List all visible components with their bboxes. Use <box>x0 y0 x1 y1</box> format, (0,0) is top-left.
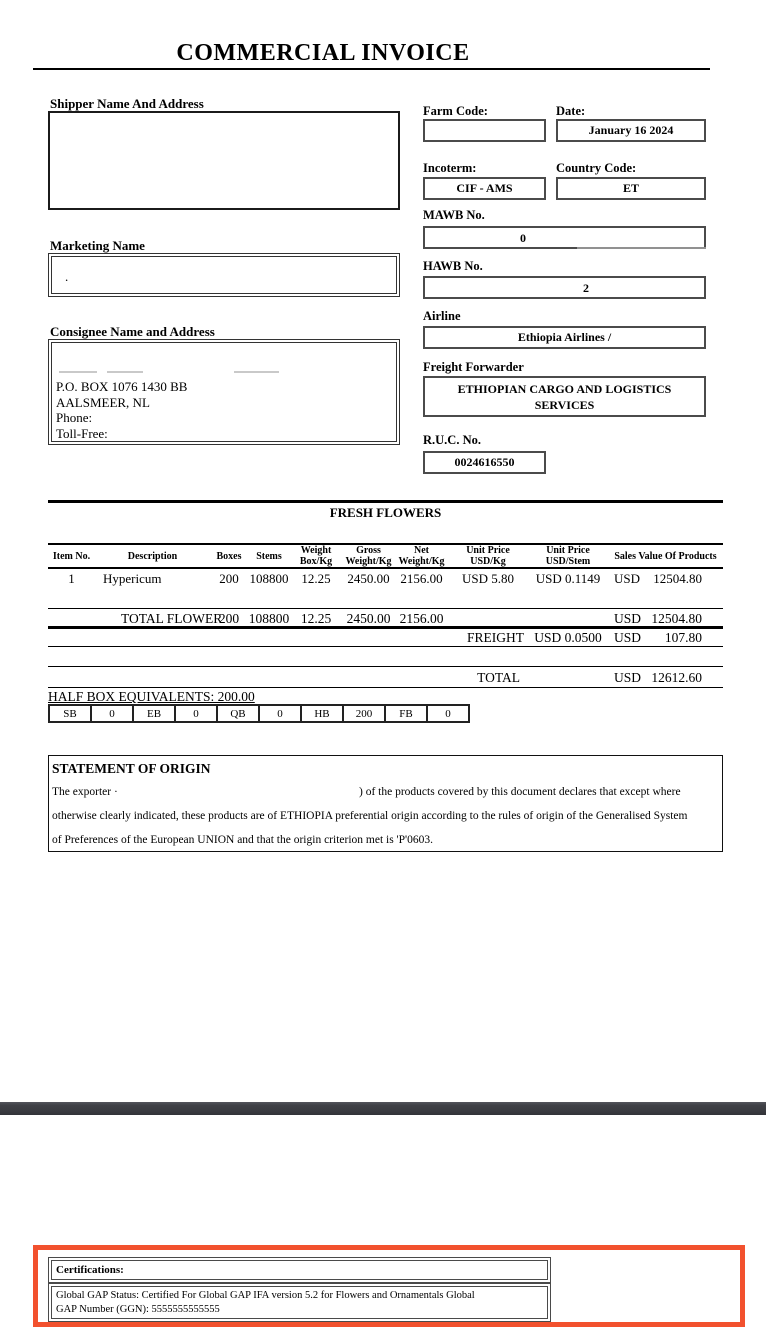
freight-label: FREIGHT <box>467 630 524 645</box>
cell-empty <box>248 630 290 646</box>
shipper-address-box <box>48 111 400 210</box>
cell-empty <box>48 630 95 646</box>
statement-line2: otherwise clearly indicated, these products are of ETHIOPIA preferential origin according to the rules of origin of the Generalised System <box>52 810 688 822</box>
mawb-label: MAWB No. <box>423 208 485 222</box>
divider <box>48 687 723 688</box>
date-label: Date: <box>556 104 586 118</box>
cell-empty <box>248 670 290 686</box>
cell-unit-price-kg: USD 5.80 <box>461 571 514 586</box>
amount: 107.80 <box>664 630 702 645</box>
cell-sales-value <box>608 670 723 686</box>
certifications-line2: GAP Number (GGN): 5555555555555 <box>56 1304 220 1315</box>
hb-cell-hb: HB <box>302 706 344 721</box>
half-box-equivalents-label: HALF BOX EQUIVALENTS: 200.00 <box>48 689 255 704</box>
cell-net-weight: 2156.00 <box>399 611 444 626</box>
hawb-value: 2 <box>583 281 589 295</box>
currency: USD <box>614 670 642 685</box>
hb-cell-eb: EB <box>134 706 176 721</box>
statement-of-origin-box <box>48 755 723 852</box>
date-value: January 16 2024 <box>588 123 674 137</box>
hawb-field <box>423 276 706 299</box>
hb-cell-fb: FB <box>386 706 428 721</box>
country-code-label: Country Code: <box>556 161 637 175</box>
currency: USD <box>614 630 642 645</box>
divider <box>48 500 723 503</box>
hb-cell-sb-value: 0 <box>92 706 134 721</box>
statement-line1-prefix: The exporter · <box>52 786 118 798</box>
table-header-row <box>48 545 723 567</box>
freight-forwarder-label: Freight Forwarder <box>423 360 524 374</box>
certifications-header: Certifications: <box>56 1264 124 1276</box>
redaction-artifact <box>107 371 143 373</box>
statement-title: STATEMENT OF ORIGIN <box>52 761 211 776</box>
cell-boxes: 200 <box>219 571 239 586</box>
cell-empty <box>48 670 95 686</box>
shipper-label: Shipper Name And Address <box>50 96 204 111</box>
date-field <box>556 119 706 142</box>
ruc-value: 0024616550 <box>454 455 515 469</box>
freight-forwarder-field <box>423 376 706 417</box>
page-title: COMMERCIAL INVOICE <box>176 40 470 66</box>
grand-total-label: TOTAL <box>477 670 520 685</box>
divider <box>48 608 723 609</box>
hawb-label: HAWB No. <box>423 259 483 273</box>
cell-empty <box>95 670 210 686</box>
marketing-name-value: . <box>65 269 69 284</box>
table-row <box>48 571 723 587</box>
country-code-value: ET <box>622 181 639 195</box>
cell-weight-box: 12.25 <box>300 611 332 626</box>
statement-line1-rest: ) of the products covered by this document declares that except where <box>359 786 681 798</box>
cell-empty <box>342 630 395 646</box>
divider <box>48 626 723 629</box>
col-header-weight-box: Weight Box/Kg <box>299 545 333 567</box>
col-header-net-weight: Net Weight/Kg <box>398 545 445 567</box>
annotation-highlight-rect <box>33 1245 745 1327</box>
cell-description: Hypericum <box>103 571 162 586</box>
divider <box>48 567 723 569</box>
marketing-name-box <box>48 253 400 297</box>
cell-weight-box: 12.25 <box>301 571 331 586</box>
consignee-line: AALSMEER, NL <box>56 394 150 410</box>
consignee-label: Consignee Name and Address <box>50 324 215 339</box>
amount: 12504.80 <box>651 611 702 626</box>
statement-line3: of Preferences of the European UNION and that the origin criterion met is 'P'0603. <box>52 834 433 846</box>
cell-stems: 108800 <box>248 611 290 626</box>
hb-cell-fb-value: 0 <box>445 707 451 720</box>
mawb-field <box>423 226 706 249</box>
col-header-gross-weight: Gross Weight/Kg <box>345 545 392 567</box>
consignee-line: P.O. BOX 1076 1430 BB <box>56 379 188 394</box>
cell-sales-value <box>608 571 723 587</box>
page-separator-bar <box>0 1102 766 1115</box>
ruc-field <box>423 451 546 474</box>
cell-empty <box>342 670 395 686</box>
incoterm-label: Incoterm: <box>423 161 477 175</box>
divider <box>48 666 723 667</box>
col-header-stems: Stems <box>256 550 282 562</box>
cell-empty <box>290 630 342 646</box>
hb-cell-qb-value: 0 <box>260 706 302 721</box>
consignee-line: Phone: <box>56 410 93 425</box>
airline-value: Ethiopia Airlines / <box>517 330 612 344</box>
half-box-table <box>48 704 470 723</box>
total-flower-label: TOTAL FLOWER <box>121 611 223 626</box>
consignee-address-text <box>56 379 187 441</box>
cell-boxes: 200 <box>218 611 240 626</box>
currency: USD <box>614 571 641 586</box>
country-code-field <box>556 177 706 200</box>
cell-empty <box>528 611 608 627</box>
marketing-name-label: Marketing Name <box>50 238 145 253</box>
cell-sales-value <box>608 611 723 627</box>
cell-empty <box>395 670 448 686</box>
cell-empty <box>95 630 210 646</box>
cell-empty <box>210 630 248 646</box>
table-section-title: FRESH FLOWERS <box>329 505 442 520</box>
redaction-artifact <box>234 371 279 373</box>
airline-field <box>423 326 706 349</box>
divider <box>48 646 723 647</box>
cell-empty <box>290 670 342 686</box>
airline-label: Airline <box>423 309 461 323</box>
redaction-artifact <box>59 371 97 373</box>
incoterm-field <box>423 177 546 200</box>
hb-cell-sb: SB <box>50 706 92 721</box>
cell-net-weight: 2156.00 <box>400 571 443 586</box>
cell-item-no: 1 <box>68 571 75 586</box>
hb-cell-eb-value: 0 <box>176 706 218 721</box>
cell-gross-weight: 2450.00 <box>347 571 390 586</box>
hb-cell-qb: QB <box>218 706 260 721</box>
col-header-description: Description <box>127 550 178 562</box>
cell-gross-weight: 2450.00 <box>346 611 391 626</box>
cell-sales-value <box>608 630 723 646</box>
col-header-item-no: Item No. <box>52 550 91 562</box>
incoterm-value: CIF - AMS <box>456 181 513 195</box>
title-underline <box>33 68 710 70</box>
freight-row <box>48 630 723 646</box>
farm-code-label: Farm Code: <box>423 104 488 118</box>
total-flower-row <box>48 611 723 627</box>
farm-code-field <box>423 119 546 142</box>
col-header-unit-price-kg: Unit Price USD/Kg <box>466 545 510 567</box>
freight-rate: USD 0.0500 <box>534 630 602 645</box>
amount: 12612.60 <box>651 670 702 685</box>
certifications-line1: Global GAP Status: Certified For Global GAP IFA version 5.2 for Flowers and Ornamentals Global <box>56 1290 475 1301</box>
cell-empty <box>448 611 528 627</box>
cell-unit-price-stem: USD 0.1149 <box>535 571 601 586</box>
cell-empty <box>48 611 95 627</box>
cell-empty <box>210 670 248 686</box>
grand-total-row <box>48 670 723 686</box>
cell-empty <box>528 670 608 686</box>
col-header-unit-price-stem: Unit Price USD/Stem <box>545 545 591 567</box>
hb-cell-hb-value: 200 <box>344 706 386 721</box>
freight-forwarder-value: ETHIOPIAN CARGO AND LOGISTICS SERVICES <box>457 381 672 412</box>
ruc-label: R.U.C. No. <box>423 433 481 447</box>
consignee-line: Toll-Free: <box>56 425 108 441</box>
consignee-address-box <box>48 339 400 445</box>
cell-empty <box>395 630 448 646</box>
mawb-value: 0 <box>520 231 526 245</box>
currency: USD <box>614 611 642 626</box>
col-header-sales-value: Sales Value Of Products <box>614 550 717 562</box>
amount: 12504.80 <box>653 571 702 586</box>
redaction-artifact <box>577 247 706 249</box>
cell-stems: 108800 <box>249 571 289 586</box>
col-header-boxes: Boxes <box>216 550 242 562</box>
